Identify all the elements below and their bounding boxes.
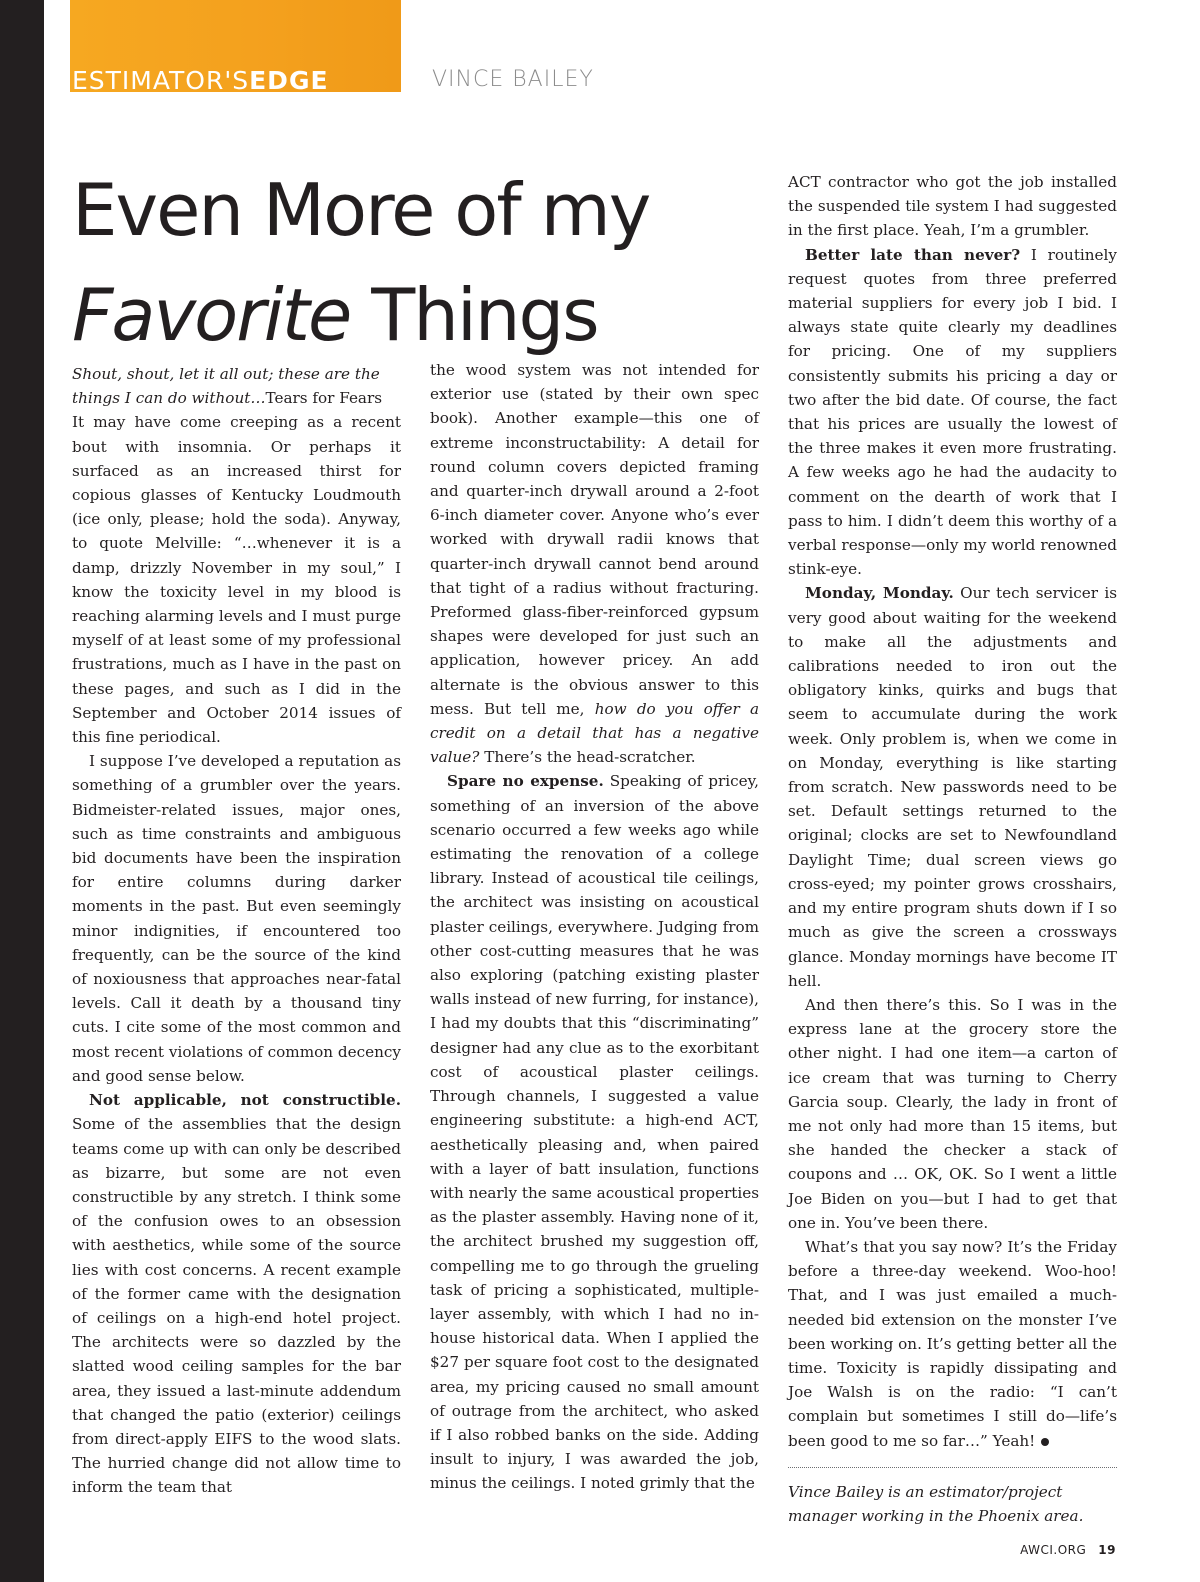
subhead-not-applicable: Not applicable, not constructible. bbox=[89, 1091, 401, 1110]
subhead-spare-no-expense: Spare no expense. bbox=[447, 772, 604, 791]
headline-italic-word: Favorite bbox=[72, 273, 351, 357]
end-mark-bullet-icon bbox=[1041, 1438, 1049, 1446]
column-1 bbox=[72, 362, 401, 1500]
epigraph-attribution: Tears for Fears bbox=[265, 389, 383, 408]
column-3 bbox=[788, 170, 1117, 1528]
paragraph-better-late bbox=[788, 243, 1117, 582]
paragraph-not-applicable-cont bbox=[430, 358, 759, 769]
section-title-light: ESTIMATOR'S bbox=[72, 66, 250, 92]
paragraph-text: I routinely request quotes from three preferred material suppliers for every job I bid. I always state quite clearly my deadlines for pricing. One of my suppliers consistently submits his pricing a day or two after the bid date. Of course, the fact that his prices are usually the lowest of the three makes it even more frustrating. A few weeks ago he had the audacity to comment on the dearth of work that I pass to him. I didn’t deem this worthy of a verbal response—only my world renowned stink-eye. bbox=[788, 245, 1117, 579]
paragraph-text: Speaking of pricey, something of an inversion of the above scenario occurred a few weeks ago while estimating the renovation of a college library. Instead of acoustical tile ceilings, the architect was insisting on acoustical plaster ceilings, everywhere. Judging from other cost-cutting measures that he was also exploring (patching existing plaster walls instead of new furring, for instance), I had my doubts that this “discriminating” designer had any clue as to the exorbitant cost of acoustical plaster ceilings. Through channels, I suggested a value engineering substitute: a high-end ACT, aesthetically pleasing and, when paired with a layer of batt insulation, functions with nearly the same acoustical properties as the plaster assembly. Having none of it, the architect brushed my suggestion off, compelling me to go through the grueling task of pricing a sophisticated, multiple-layer assembly, with which I had no in-house historical data. When I applied the $27 per square foot cost to the designated area, my pricing caused no small amount of outrage from the architect, who asked if I also robbed banks on the side. Adding insult to injury, I was awarded the job, minus the ceilings. I noted grimly that the bbox=[430, 772, 760, 1493]
paragraph-text: What’s that you say now? It’s the Friday before a three-day weekend. Woo-hoo! That, and I was just emailed a much-needed bid extension on the monster I’ve been working on. It’s getting better all the time. Toxicity is rapidly dissipating and Joe Walsh is on the radio: “I can’t complain but sometimes I still do—life’s been good to me so far…” Yeah! bbox=[788, 1237, 1117, 1450]
paragraph-monday bbox=[788, 581, 1117, 992]
paragraph-text: the wood system was not intended for exterior use (stated by their own spec book). Another example—this one of extreme inconstructability: A detail for round column covers depicted framing and quarter-inch drywall around a 2-foot 6-inch diameter cover. Anyone who’s ever worked with drywall radii knows that quarter-inch drywall cannot bend around that tight of a radius without fracturing. Preformed glass-fiber-reinforced gypsum shapes were developed for just such an application, however pricey. An add alternate is the obvious answer to this mess. But tell me, bbox=[430, 361, 759, 718]
page-spine-bar bbox=[0, 0, 44, 1582]
page-number: 19 bbox=[1098, 1543, 1116, 1557]
subhead-monday: Monday, Monday. bbox=[805, 584, 954, 603]
subhead-better-late: Better late than never? bbox=[805, 245, 1021, 264]
paragraph-reputation: I suppose I’ve developed a reputation as something of a grumbler over the years. Bidmeister-related issues, major ones, such as time constraints and ambiguous bid documents have been the inspiration for entire columns during darker moments in the past. But even seemingly minor indignities, if encountered too frequently, can be the source of the kind of noxiousness that approaches near-fatal levels. Call it death by a thousand tiny cuts. I cite some of the most common and most recent violations of common decency and good sense below. bbox=[72, 752, 401, 1085]
paragraph-text: Our tech servicer is very good about waiting for the weekend to make all the adjustments and calibrations needed to iron out the obligatory kinks, quirks and bugs that seem to accumulate during the work week. Only problem is, when we come in on Monday, everything is like starting from scratch. New passwords need to be set. Default settings returned to the original; clocks are set to Newfoundland Daylight Time; dual screen views go cross-eyed; my pointer grows crosshairs, and my entire program shuts down if I so much as give the screen a crossways glance. Monday mornings have become IT hell. bbox=[788, 584, 1117, 990]
paragraph-intro: It may have come creeping as a recent bout with insomnia. Or perhaps it surfaced as an increased thirst for copious glasses of Kentucky Loudmouth (ice only, please; hold the soda). Anyway, to quote Melville: “…whenever it is a damp, drizzly November in my soul,” I know the toxicity level in my blood is reaching alarming levels and I must purge myself of at least some of my professional frustrations, much as I have in the past on these pages, and such as I did in the September and October 2014 issues of this fine periodical. bbox=[72, 413, 401, 747]
paragraph-text: There’s the head-scratcher. bbox=[479, 748, 696, 767]
headline-rest: Things bbox=[350, 273, 598, 357]
section-title-bold: EDGE bbox=[249, 66, 329, 92]
section-banner bbox=[70, 0, 401, 92]
paragraph-not-applicable bbox=[72, 1088, 401, 1499]
dotted-divider bbox=[788, 1467, 1117, 1468]
paragraph-spare-no-expense bbox=[430, 769, 759, 1495]
paragraph-text: Some of the assemblies that the design teams come up with can only be described as bizarre, but some are not even constructible by any stretch. I think some of the confusion owes to an obsession with aesthetics, while some of the source lies with cost concerns. A recent example of the former came with the designation of ceilings on a high-end hotel project. The architects were so dazzled by the slatted wood ceiling samples for the bar area, they issued a last-minute addendum that changed the patio (exterior) ceilings from direct-apply EIFS to the wood slats. The hurried change did not allow time to inform the team that bbox=[72, 1115, 401, 1497]
author-byline: VINCE BAILEY bbox=[432, 67, 594, 92]
page-footer bbox=[1020, 1543, 1116, 1557]
epigraph-quote: Shout, shout, let it all out; these are the things I can do without… bbox=[72, 365, 380, 408]
paragraph-grocery: And then there’s this. So I was in the express lane at the grocery store the other night. I had one item—a carton of ice cream that was turning to Cherry Garcia soup. Clearly, the lady in front of me not only had more than 15 items, but she handed the checker a stack of coupons and … OK, OK. So I went a little Joe Biden on you—but I had to get that one in. You’ve been there. bbox=[788, 995, 1117, 1232]
column-2 bbox=[430, 358, 759, 1496]
article-headline bbox=[72, 158, 772, 368]
section-title bbox=[72, 68, 329, 92]
headline-line-2 bbox=[72, 263, 772, 368]
paragraph-italic-question: how do you offer a credit on a detail that has a negative value? bbox=[430, 699, 759, 767]
epigraph bbox=[72, 362, 401, 410]
headline-line-1: Even More of my bbox=[72, 168, 650, 252]
paragraph-friday bbox=[788, 1235, 1117, 1453]
paragraph-spare-no-expense-cont: ACT contractor who got the job installed the suspended tile system I had suggested in the first place. Yeah, I’m a grumbler. bbox=[788, 173, 1117, 240]
author-bio: Vince Bailey is an estimator/project manager working in the Phoenix area. bbox=[788, 1482, 1084, 1525]
footer-site: AWCI.ORG bbox=[1020, 1543, 1087, 1557]
